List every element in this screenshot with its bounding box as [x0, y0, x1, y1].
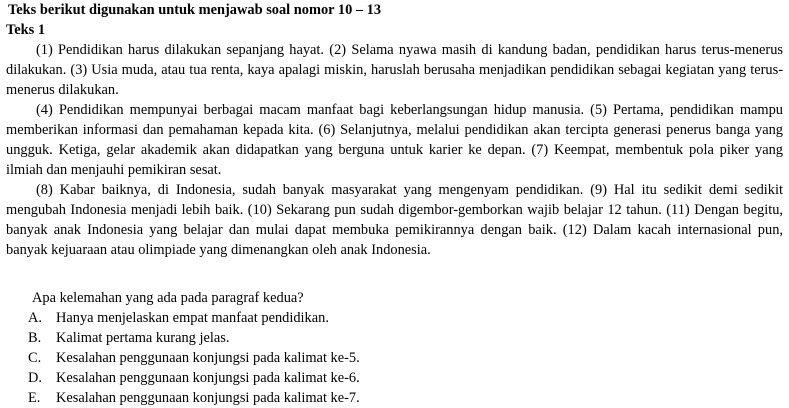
- option-text: Kesalahan penggunaan konjungsi pada kalimat ke-6.: [56, 370, 360, 386]
- option-text: Kesalahan penggunaan konjungsi pada kalimat ke-7.: [56, 390, 360, 406]
- option-a[interactable]: [6, 308, 783, 328]
- question-text: Apa kelemahan yang ada pada paragraf kedua?: [32, 290, 304, 306]
- option-d[interactable]: [6, 368, 783, 388]
- option-letter: B.: [28, 330, 42, 346]
- option-letter: A.: [28, 310, 42, 326]
- option-letter: C.: [28, 350, 42, 366]
- option-letter: E.: [28, 390, 41, 406]
- option-e[interactable]: [6, 388, 783, 408]
- question-block: [6, 288, 783, 408]
- instruction-heading: Teks berikut digunakan untuk menjawab soal nomor 10 – 13: [8, 2, 382, 18]
- option-text: Kalimat pertama kurang jelas.: [56, 330, 230, 346]
- option-b[interactable]: [6, 328, 783, 348]
- paragraph-1: (1) Pendidikan harus dilakukan sepanjang hayat. (2) Selama nyawa masih di kandung badan, pendidikan harus terus-menerus dilakukan. (3) Usia muda, atau tua renta, kaya apalagi miskin, haruslah berusaha menjadikan pendidikan sebagai kegiatan yang terus-menerus dilakukan.: [6, 42, 783, 98]
- option-text: Kesalahan penggunaan konjungsi pada kalimat ke-5.: [56, 350, 360, 366]
- option-letter: D.: [28, 370, 42, 386]
- paragraph-2: (4) Pendidikan mempunyai berbagai macam manfaat bagi keberlangsungan hidup manusia. (5) Pertama, pendidikan mampu memberikan informasi dan pemahaman kepada kita. (6) Selanjutnya, melalui pendidikan akan tercipta generasi penerus banga yang ungguk. Ketiga, gelar akademik akan didapatkan yang berguna untuk karier ke depan. (7) Keempat, membentuk pola piker yang ilmiah dan menjauhi pemikiran sesat.: [6, 102, 783, 178]
- option-c[interactable]: [6, 348, 783, 368]
- text-title: Teks 1: [6, 22, 46, 38]
- option-text: Hanya menjelaskan empat manfaat pendidikan.: [56, 310, 329, 326]
- paragraph-3: (8) Kabar baiknya, di Indonesia, sudah banyak masyarakat yang mengenyam pendidikan. (9) Hal itu sedikit demi sedikit mengubah Indonesia menjadi lebih baik. (10) Sekarang pun sudah digembor-gemborkan wajib belajar 12 tahun. (11) Dengan begitu, banyak anak Indonesia yang belajar dan mulai dapat membuka pemikirannya dengan baik. (12) Dalam kacah internasional pun, banyak kejuaraan atau olimpiade yang dimenangkan oleh anak Indonesia.: [6, 182, 783, 258]
